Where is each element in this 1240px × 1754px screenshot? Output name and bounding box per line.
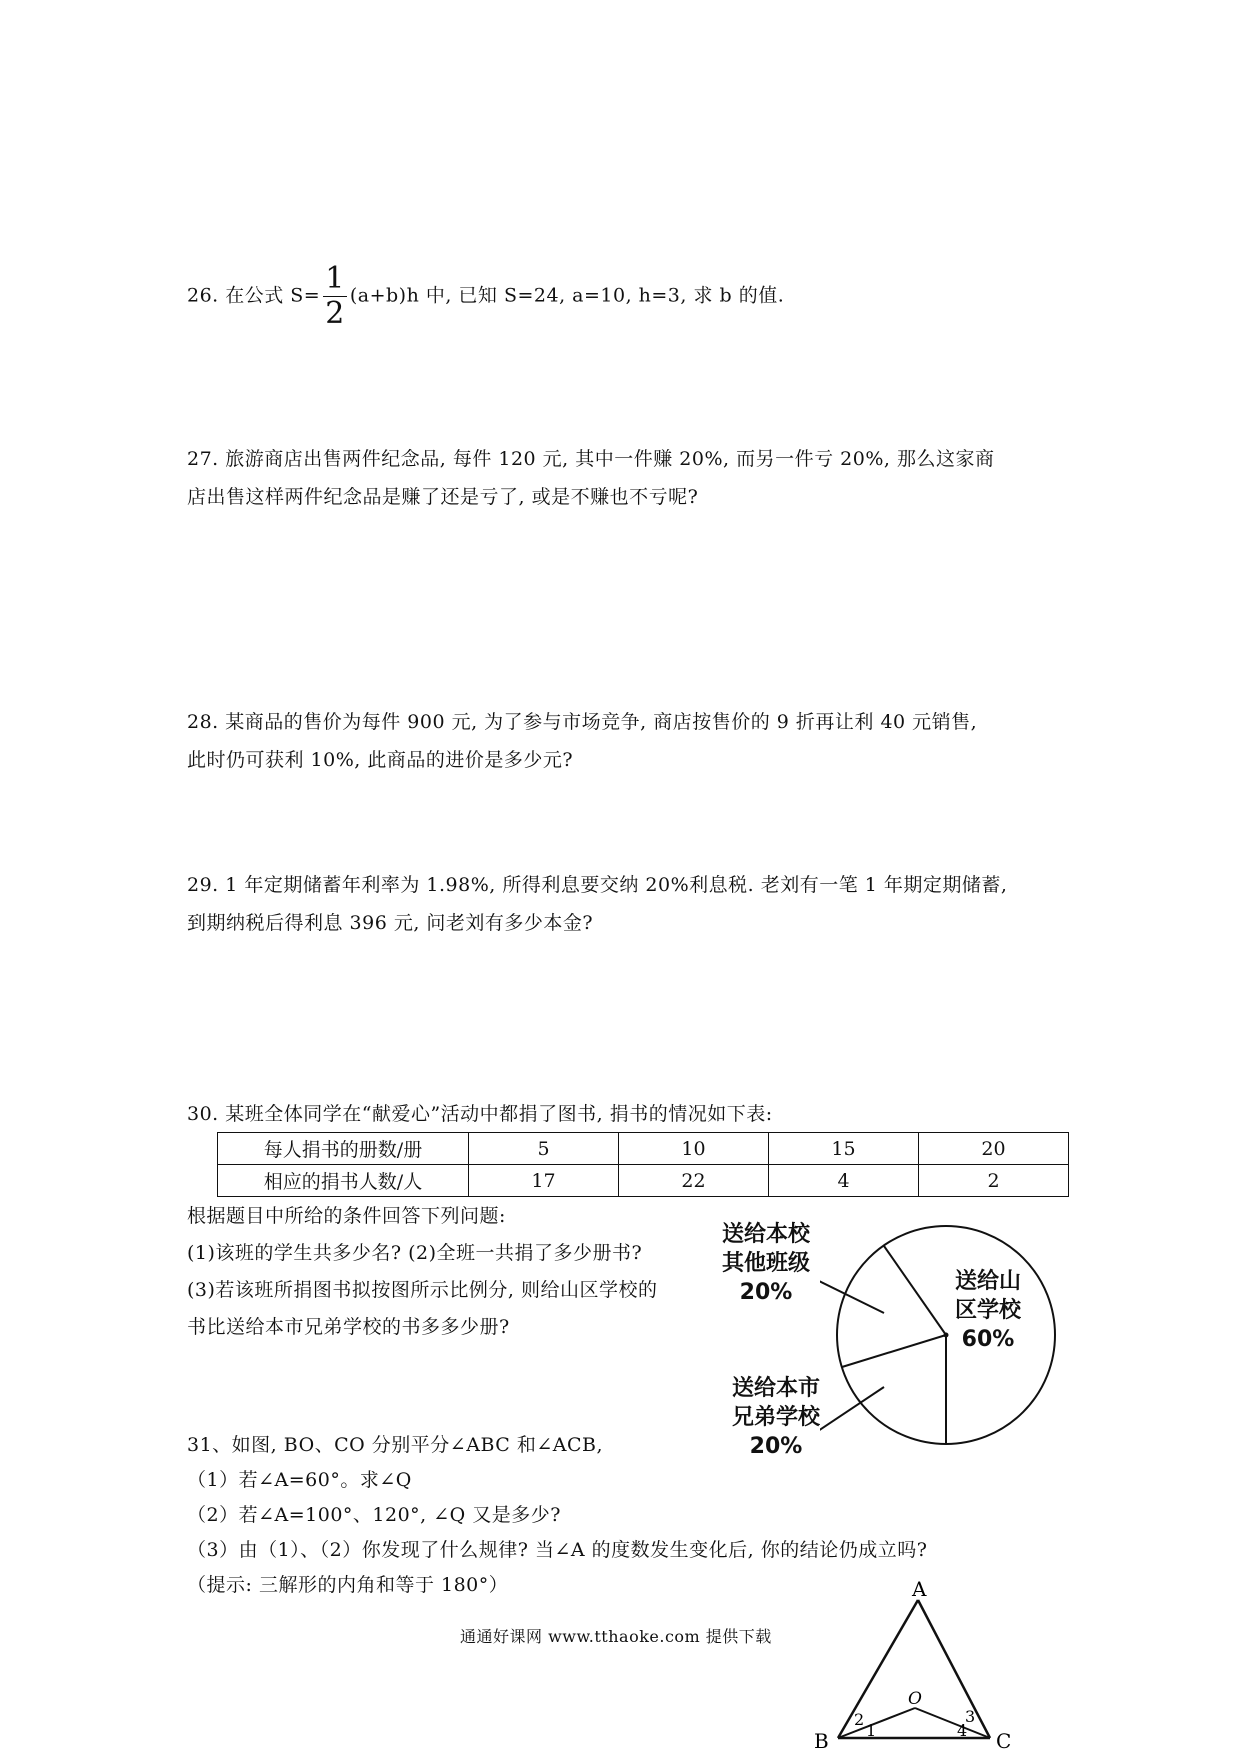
table-cell: 2 — [919, 1165, 1069, 1197]
pie-divider-top — [884, 1246, 946, 1335]
pointer-line-a — [820, 1252, 884, 1313]
pie-label-line: 送给本市 — [732, 1376, 821, 1401]
q30-line-4: 书比送给本市兄弟学校的书多多少册? — [187, 1316, 510, 1338]
bisector-bo — [838, 1708, 915, 1738]
q26-text-post: (a+b)h 中, 已知 S=24, a=10, h=3, 求 b 的值. — [349, 284, 785, 307]
pie-label-percent: 20% — [749, 1434, 803, 1459]
pie-label-other-classes — [722, 1220, 810, 1307]
question-29 — [187, 866, 1007, 942]
q27-line-2: 店出售这样两件纪念品是赚了还是亏了, 或是不赚也不亏呢? — [187, 486, 699, 508]
table-cell: 每人捐书的册数/册 — [218, 1133, 469, 1165]
question-30-body — [187, 1198, 658, 1346]
pie-label-line: 其他班级 — [722, 1251, 811, 1276]
pie-center-dot — [944, 1333, 949, 1338]
q30-line-3: (3)若该班所捐图书拟按图所示比例分, 则给山区学校的 — [187, 1279, 658, 1301]
angle-label-3: 3 — [965, 1707, 976, 1726]
footer: 通通好课网 www.tthaoke.com 提供下载 — [460, 1627, 772, 1646]
q31-line-4: （3）由（1）、（2）你发现了什么规律? 当∠A 的度数发生变化后, 你的结论仍成立吗? — [187, 1539, 928, 1561]
table-cell: 22 — [619, 1165, 769, 1197]
question-31 — [187, 1428, 927, 1603]
table-cell: 15 — [769, 1133, 919, 1165]
angle-label-1: 1 — [866, 1721, 877, 1740]
q28-line-1: 28. 某商品的售价为每件 900 元, 为了参与市场竞争, 商店按售价的 9 折再让利 40 元销售, — [187, 711, 978, 733]
pie-label-percent: 20% — [739, 1280, 793, 1305]
q30-line-1: 根据题目中所给的条件回答下列问题: — [187, 1205, 506, 1227]
fraction-denominator: 2 — [325, 296, 345, 331]
pie-label-percent: 60% — [961, 1327, 1015, 1352]
vertex-label-b: B — [814, 1729, 829, 1753]
q27-line-1: 27. 旅游商店出售两件纪念品, 每件 120 元, 其中一件赚 20%, 而另一件亏 20%, 那么这家商 — [187, 448, 995, 470]
table-row — [218, 1165, 1069, 1197]
bisector-co — [915, 1708, 990, 1738]
table-cell: 10 — [619, 1133, 769, 1165]
question-28 — [187, 703, 977, 779]
q31-line-3: （2）若∠A=100°、120°, ∠Q 又是多少? — [187, 1504, 561, 1526]
q31-line-1: 31、如图, BO、CO 分别平分∠ABC 和∠ACB, — [187, 1434, 604, 1456]
point-label-o: O — [908, 1689, 922, 1709]
pie-label-mountain-schools — [955, 1267, 1021, 1354]
table-cell: 4 — [769, 1165, 919, 1197]
vertex-label-a: A — [912, 1578, 927, 1601]
triangle-figure — [810, 1578, 1030, 1754]
pie-divider-left — [842, 1335, 946, 1367]
table-cell: 20 — [919, 1133, 1069, 1165]
table-cell: 5 — [469, 1133, 619, 1165]
triangle-side-ab — [838, 1600, 918, 1738]
donation-table — [217, 1132, 1069, 1197]
pie-label-line: 送给本校 — [722, 1222, 811, 1247]
q31-line-5: （提示: 三解形的内角和等于 180°） — [187, 1574, 509, 1596]
question-30-intro: 30. 某班全体同学在“献爱心”活动中都捐了图书, 捐书的情况如下表: — [187, 1103, 773, 1125]
table-cell: 17 — [469, 1165, 619, 1197]
pie-chart — [820, 1215, 1070, 1455]
q30-line-2: (1)该班的学生共多少名? (2)全班一共捐了多少册书? — [187, 1242, 643, 1264]
fraction-numerator: 1 — [325, 261, 345, 296]
triangle-side-ac — [918, 1600, 990, 1738]
question-26 — [187, 262, 784, 331]
q31-line-2: （1）若∠A=60°。求∠Q — [187, 1469, 412, 1491]
table-cell: 相应的捐书人数/人 — [218, 1165, 469, 1197]
question-27 — [187, 440, 994, 516]
pie-label-line: 兄弟学校 — [732, 1405, 821, 1430]
fraction-one-half — [323, 262, 347, 331]
angle-label-2: 2 — [854, 1710, 865, 1729]
q29-line-2: 到期纳税后得利息 396 元, 问老刘有多少本金? — [187, 912, 594, 934]
table-row — [218, 1133, 1069, 1165]
angle-label-4: 4 — [957, 1721, 968, 1740]
pie-label-line: 区学校 — [955, 1298, 1022, 1323]
pie-label-line: 送给山 — [955, 1269, 1022, 1294]
q26-text-pre: 26. 在公式 S= — [187, 284, 321, 307]
vertex-label-c: C — [996, 1729, 1012, 1753]
q29-line-1: 29. 1 年定期储蓄年利率为 1.98%, 所得利息要交纳 20%利息税. 老刘有一笔 1 年期定期储蓄, — [187, 874, 1008, 896]
q28-line-2: 此时仍可获利 10%, 此商品的进价是多少元? — [187, 749, 574, 771]
